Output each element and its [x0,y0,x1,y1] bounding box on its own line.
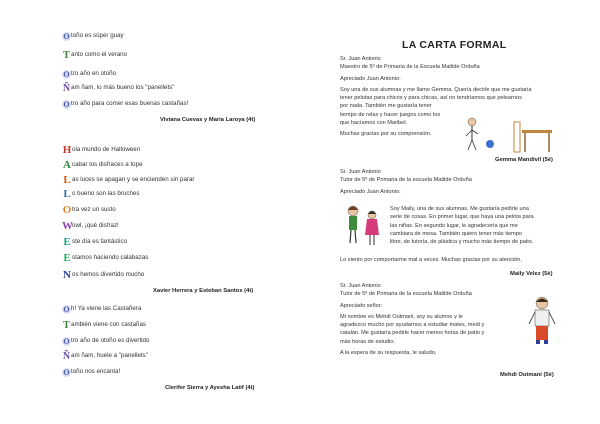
acrostic-letter: O [63,337,70,346]
poem-authors: Xavier Herrera y Esteban Santos (4t) [153,288,254,294]
body-line: tiempo de relax y hacer juegos como los [340,111,441,118]
poem-line: Hola mundo de Halloween [62,144,141,156]
acrostic-letter: Ñ [62,83,71,94]
acrostic-letter: O [63,368,70,377]
closing: Lo siento por comportarme mal a veces. Muchas gracias por su atención, [340,257,522,263]
poem-line: Otra vez un susto [62,204,116,216]
greeting: Apreciado Juan Antonio: [340,75,401,82]
signature: Gemma Mandivil (5è) [495,157,553,163]
signature: Maily Velez (5è) [510,271,553,277]
poem-line: Ñam ñam, lo más bueno los "panellets" [62,83,175,94]
body-line: serie de cosas. En primer lugar, que haya una pelota para [390,214,534,221]
poem-line: Otoño es súper guay [63,32,124,41]
poem-line: Oh! Ya viene las Castañera [63,305,142,314]
drawing-girls [340,203,386,251]
acrostic-letter: T [63,320,70,331]
acrostic-letter: L [63,188,71,200]
poem-line: Tanto como el verano [63,50,128,61]
addressee-line: Sr. Juan Antonio [340,56,381,62]
acrostic-letter: O [63,305,70,314]
poem-line: Otro año para comer esas buenas castañas! [63,100,189,109]
poem-line: Nos hemos divertido mucho [63,269,145,281]
body-line: tener pelotas para chicos y para chicas, así no tendríamos que pelearnos [340,95,522,102]
body-line: que hacíamos con Maribel. [340,120,408,127]
poem-line: Ñam ñam, huele a "panellets" [62,351,148,362]
addressee-line: Maestro de 5º de Primaria de la Escuela Matilde Orduña [340,64,480,71]
letter-maily [340,168,562,196]
body-line: las niñas. En segundo lugar, le agradecería que me [390,222,518,229]
acrostic-letter: O [63,70,70,79]
letter-maily-closing [340,256,570,264]
acrostic-letter: T [63,50,70,61]
poem-line: Otoño nos encanta! [63,368,121,377]
acrostic-letter: H [62,144,72,156]
poem-authors: Clerifer Sierra y Ayesha Latif (4t) [165,385,255,391]
letter-maily-body [390,205,570,246]
acrostic-letter: E [63,236,71,248]
poem-authors: Viviana Cuevas y Maria Laroya (4t) [160,117,256,123]
poem-line: Lo bueno son las bruches [63,188,140,200]
acrostic-letter: L [63,174,71,186]
acrostic-letter: O [62,204,72,216]
closing: Muchas gracias por su comprensión. [340,131,432,138]
acrostic-letter: O [63,100,70,109]
addressee-line: Sr. Juan Antonio [340,283,381,289]
acrostic-letter: W [62,220,73,232]
drawing-children-playing [460,114,560,158]
body-line: catalán. Me gustaría pedirle hacer menos horas de patio y [340,330,485,337]
body-line: por nada. También me gustaría tener [340,103,432,110]
poem-line: Estamos haciendo calabazas [63,252,149,264]
addressee-line: Tutor de 5º de Primaria de la escuela Matilde Orduña [340,177,472,184]
poem-line: Las luces se apagan y se encienden sin parar [63,174,195,186]
addressee-line: Tutor de 5º de Primaria de la escuela Matilde Orduña [340,291,472,298]
greeting: Apreciado señor: [340,302,383,309]
page-title: LA CARTA FORMAL [402,39,507,51]
body-line: Mi nombre es Mehdi Outmani, soy su alumno y le [340,313,463,320]
acrostic-letter: E [63,252,71,264]
acrostic-letter: A [63,159,71,171]
greeting: Apreciado Juan Antonio: [340,188,401,195]
body-line: cambiara de mesa. También quiero tener más tiempo [390,230,523,237]
drawing-boy [522,294,562,350]
closing: A la espera de su respuesta, le saludo, [340,350,437,357]
acrostic-letter: N [63,269,71,281]
poem-line: Otro año en otoño [63,70,117,79]
acrostic-letter: O [63,32,70,41]
body-line: Soy Maily, una de sus alumnas. Me gustaría pedirle una [390,206,529,212]
addressee-line: Sr. Juan Antonio [340,169,381,175]
poem-line: Otro año de otoño es divertido [63,337,150,346]
body-line: más horas de estudio. [340,338,396,345]
body-line: agradezco mucho por ayudarnos a estudiar mates, medi y [340,322,485,329]
poem-line: Wowl, ¡qué disfraz! [62,220,119,232]
poem-line: También viene con castañas [63,320,146,331]
poem-line: Acabar los disfraces a tope [63,159,143,171]
signature: Mehdi Outmani (5è) [500,372,554,378]
right-page [300,0,600,424]
poem-line: Este día es fantástico [63,236,128,248]
acrostic-letter: Ñ [62,351,71,362]
body-line: Soy una de sus alumnas y me llamo Gemma. Quería decirle que me gustaría [340,86,532,93]
body-line: libre, de tutoría, de plástica y mucho más tiempo de patio. [390,239,534,246]
